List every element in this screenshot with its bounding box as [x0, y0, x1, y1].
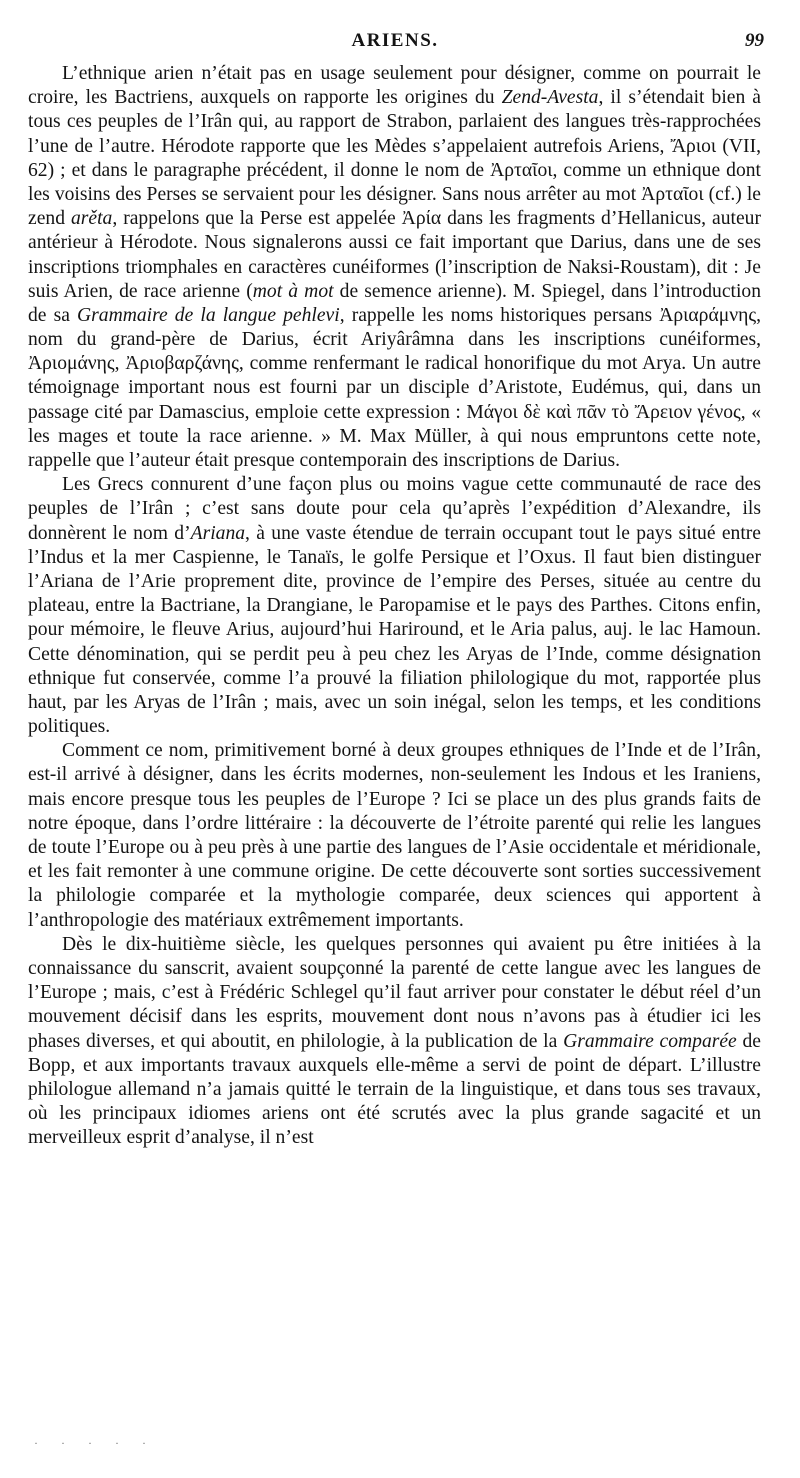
italic-term: mot à mot — [252, 280, 334, 302]
body-text — [28, 62, 761, 1150]
paragraph-4 — [28, 933, 761, 1151]
text-span: , rappelons que la Perse est appelée Ἀρία dans les fragments d’Hellanicus, auteur antérieur à Hérodote. Nous signalerons aussi ce fait important que Darius, dans une de ses inscriptions triomphales en caractères cunéiformes (l’inscription de Naksi-Roustam), dit : Je suis Arien, de race arienne ( — [28, 208, 761, 302]
italic-term: Grammaire comparée — [563, 1030, 737, 1052]
italic-term: arěta — [70, 208, 113, 230]
text-span: de semence arienne). M. Spiegel, dans l’introduction de sa — [28, 280, 761, 326]
text-span: Dès le dix-huitième siècle, les quelques personnes qui avaient pu être initiées à la connaissance du sanscrit, avaient soupçonné la parenté de cette langue avec les langues de l’Europe ; mais, c’est à Frédéric Schlegel qu’il faut arriver pour constater le début réel d’un mouvement décisif dans les esprits, mouvement dont nous n’avons pas à étudier ici les phases diverses, et qui aboutit, en philologie, à la publication de la — [28, 933, 761, 1052]
page-number: 99 — [745, 30, 764, 51]
text-span: de Bopp, et aux importants travaux auxquels elle-même a servi de point de départ. L’illustre philologue allemand n’a jamais quitté le terrain de la linguistique, et dans tous ses travaux, où les principaux idiomes ariens ont été scrutés avec la plus grande sagacité et un merveilleux esprit d’analyse, il n’est — [28, 1030, 761, 1149]
paragraph-2 — [28, 473, 761, 739]
running-title: ARIENS. — [351, 30, 439, 51]
running-head — [26, 30, 764, 56]
text-span: , à une vaste étendue de terrain occupant tout le pays situé entre l’Indus et la mer Caspienne, le Tanaïs, le golfe Persique et l’Oxus. Il faut bien distinguer l’Ariana de l’Arie proprement dite, province de l’empire des Perses, située au centre du plateau, entre la Bactriane, la Drangiane, le Paropamise et le pays des Parthes. Citons enfin, pour mémoire, le fleuve Arius, aujourd’hui Hariround, et le Aria palus, auj. le lac Hamoun. Cette dénomination, qui se perdit peu à peu chez les Aryas de l’Inde, comme désignation ethnique fut conservée, comme l’a prouvé la filiation philologique du mot, rapportée plus haut, par les Aryas de l’Irân ; mais, avec un soin inégal, selon les temps, et les conditions politiques. — [28, 522, 761, 738]
print-marks: · · · · · — [34, 1436, 156, 1450]
text-span: Comment ce nom, primitivement borné à deux groupes ethniques de l’Inde et de l’Irân, est-il arrivé à désigner, dans les écrits modernes, non-seulement les Indous et les Iraniens, mais encore presque tous les peuples de l’Europe ? Ici se place un des plus grands faits de notre époque, dans l’ordre littéraire : la découverte de l’étroite parenté qui relie les langues de toute l’Europe ou à peu près à une partie des langues de l’Asie occidentale et méridionale, et les fait remonter à une commune origine. De cette découverte sont sorties successivement la philologie comparée et la mythologie comparée, deux sciences qui apportent à l’anthropologie des matériaux extrêmement importants. — [28, 740, 761, 931]
text-span: L’ethnique arien n’était pas en usage seulement pour désigner, comme on pourrait le croire, les Bactriens, auxquels on rapporte les origines du — [28, 63, 761, 109]
italic-term: Zend-Avesta — [501, 87, 599, 109]
italic-term: Ariana — [190, 522, 246, 544]
paragraph-1 — [28, 62, 761, 473]
italic-term: Grammaire de la langue pehlevi — [77, 304, 340, 326]
paragraph-3 — [28, 739, 761, 933]
text-span: , rappelle les noms historiques persans Ἀριαράμνης, nom du grand-père de Darius, écrit Ariyârâmna dans les inscriptions cunéiformes, Ἀριομάνης, Ἀριοβαρζάνης, comme renfermant le radical honorifique du mot Arya. Un autre témoignage important nous est fourni par un disciple d’Aristote, Eudémus, qui, dans un passage cité par Damascius, emploie cette expression : Μάγοι δὲ καὶ πᾶν τὸ Ἄρειον γένος, « les mages et toute la race arienne. » M. Max Müller, à qui nous empruntons cette note, rappelle que l’auteur était presque contemporain des inscriptions de Darius. — [28, 304, 761, 471]
text-span: Les Grecs connurent d’une façon plus ou moins vague cette communauté de race des peuples de l’Irân ; c’est sans doute pour cela qu’après l’expédition d’Alexandre, ils donnèrent le nom d’ — [28, 474, 761, 544]
text-span: , il s’étendait bien à tous ces peuples de l’Irân qui, au rapport de Strabon, parlaient des langues très-rapprochées l’une de l’autre. Hérodote rapporte que les Mèdes s’appelaient autrefois Ariens, Ἄριοι (VII, 62) ; et dans le paragraphe précédent, il donne le nom de Ἀρταῖοι, comme un ethnique dont les voisins des Perses se servaient pour les désigner. Sans nous arrêter au mot Ἀρταῖοι (cf.) le zend — [28, 87, 761, 230]
